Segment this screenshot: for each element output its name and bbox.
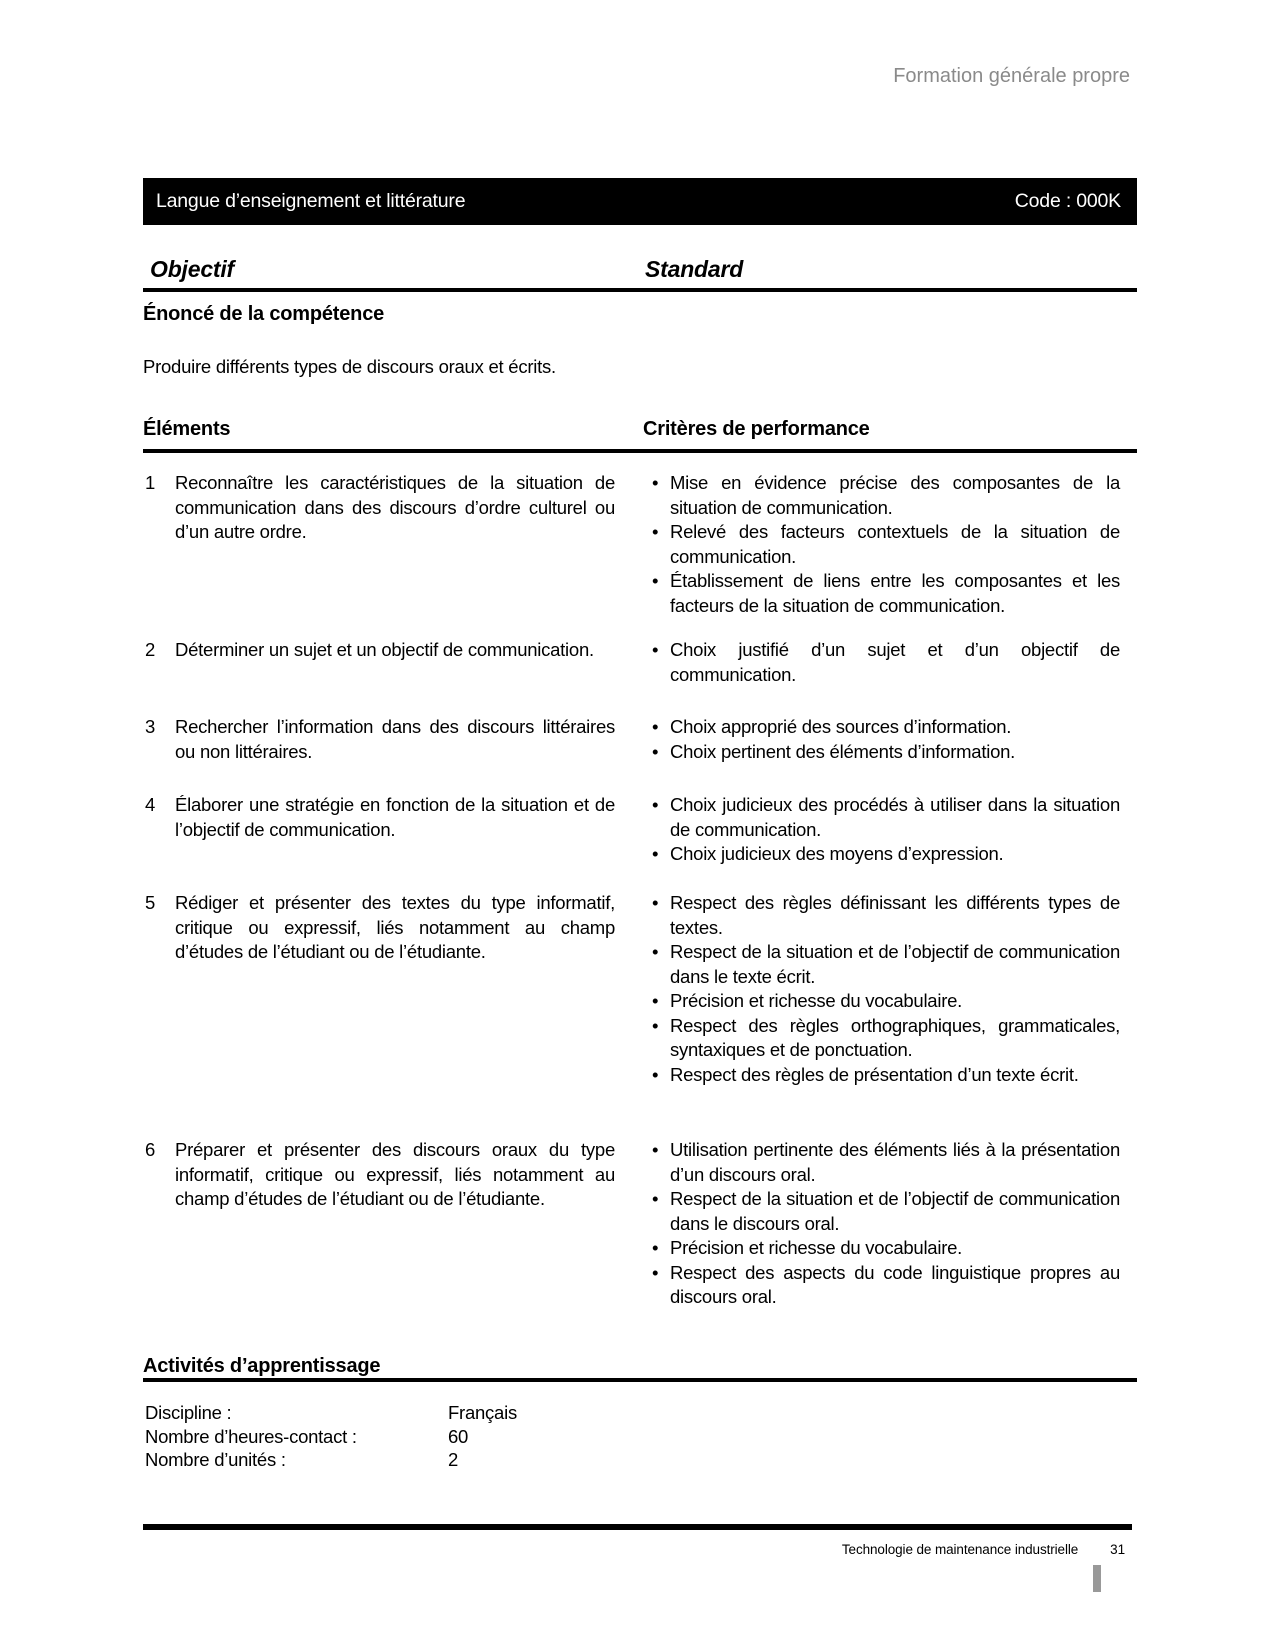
course-title: Langue d’enseignement et littérature	[156, 190, 466, 212]
criterion-item	[652, 1063, 1137, 1088]
competence-statement: Produire différents types de discours oraux et écrits.	[143, 356, 556, 377]
heading-rule	[143, 288, 1137, 292]
criterion-text: Choix judicieux des procédés à utiliser dans la situation de communication.	[670, 794, 1120, 840]
element-number: 5	[145, 892, 156, 913]
criterion-item	[652, 740, 1137, 765]
course-code: Code : 000K	[1014, 190, 1121, 212]
bullet-icon: •	[652, 1014, 659, 1036]
activities-rule	[143, 1378, 1137, 1382]
bullet-icon: •	[652, 639, 659, 660]
criterion-item	[652, 569, 1137, 618]
element-number: 1	[145, 472, 156, 493]
bullet-icon: •	[652, 521, 659, 542]
criterion-text: Précision et richesse du vocabulaire.	[670, 990, 963, 1011]
bullet-icon: •	[652, 1063, 659, 1085]
criteria-list	[652, 1138, 1137, 1310]
element-number: 4	[145, 794, 156, 815]
criterion-text: Choix approprié des sources d’information.	[670, 716, 1012, 737]
footer-program-name: Technologie de maintenance industrielle	[841, 1542, 1079, 1557]
bullet-icon: •	[652, 892, 659, 913]
objectif-heading: Objectif	[150, 256, 235, 282]
criterion-item	[652, 1187, 1137, 1236]
criterion-text: Respect des aspects du code linguistique propres au discours oral.	[670, 1261, 1120, 1307]
table-row	[145, 471, 1137, 618]
bullet-icon: •	[652, 1237, 659, 1258]
activities-field	[145, 1448, 517, 1472]
standard-heading: Standard	[645, 256, 744, 282]
running-header: Formation générale propre	[893, 65, 1130, 87]
criteria-header: Critères de performance	[643, 418, 870, 440]
criterion-text: Établissement de liens entre les composantes et les facteurs de la situation de communication.	[670, 570, 1120, 616]
table-row	[145, 638, 1137, 687]
element-text: Élaborer une stratégie en fonction de la situation et de l’objectif de communication.	[175, 794, 615, 840]
criterion-text: Relevé des facteurs contextuels de la situation de communication.	[670, 521, 1120, 567]
footer-page-number: 31	[1110, 1542, 1125, 1557]
element-text: Déterminer un sujet et un objectif de communication.	[175, 639, 594, 660]
field-label: Discipline :	[145, 1402, 232, 1423]
competence-heading: Énoncé de la compétence	[143, 303, 385, 325]
criterion-item	[652, 715, 1137, 740]
criterion-item	[652, 940, 1137, 989]
element-number: 2	[145, 639, 156, 660]
criteria-list	[652, 638, 1137, 687]
element-text: Rédiger et présenter des textes du type informatif, critique ou expressif, liés notamment au champ d’études de l’étudiant ou de l’étudiante.	[175, 892, 615, 962]
field-value: 2	[448, 1449, 459, 1470]
criterion-text: Utilisation pertinente des éléments liés à la présentation d’un discours oral.	[670, 1139, 1120, 1185]
criterion-text: Choix justifié d’un sujet et d’un objectif de communication.	[670, 639, 1120, 685]
field-value: 60	[448, 1425, 469, 1447]
criteria-list	[652, 891, 1137, 1087]
criteria-list	[652, 793, 1137, 867]
criterion-item	[652, 1014, 1137, 1063]
activities-fields	[145, 1401, 517, 1472]
table-row	[145, 715, 1137, 764]
footer	[842, 1542, 1125, 1557]
field-label: Nombre d’heures-contact :	[145, 1425, 357, 1447]
table-row	[145, 793, 1137, 867]
element-number: 6	[145, 1139, 156, 1160]
criterion-item	[652, 1138, 1137, 1187]
element-text: Reconnaître les caractéristiques de la situation de communication dans des discours d’ordre culturel ou d’un autre ordre.	[175, 472, 615, 542]
criteria-list	[652, 715, 1137, 764]
bullet-icon: •	[652, 990, 659, 1011]
activities-heading: Activités d’apprentissage	[143, 1355, 381, 1377]
activities-field	[145, 1401, 517, 1425]
criterion-item	[652, 1261, 1137, 1310]
criteria-list	[652, 471, 1137, 618]
bullet-icon: •	[652, 472, 659, 493]
criterion-item	[652, 793, 1137, 842]
criterion-item	[652, 891, 1137, 940]
elements-header: Éléments	[143, 418, 231, 440]
activities-field	[145, 1425, 517, 1449]
bullet-icon: •	[652, 1188, 659, 1209]
field-value: Français	[448, 1402, 517, 1423]
element-number: 3	[145, 716, 156, 737]
criterion-text: Respect des règles de présentation d’un texte écrit.	[670, 1063, 1079, 1085]
bullet-icon: •	[652, 1139, 659, 1160]
page-edge-marker	[1093, 1565, 1101, 1592]
criterion-item	[652, 989, 1137, 1014]
criterion-text: Respect de la situation et de l’objectif de communication dans le texte écrit.	[670, 941, 1120, 987]
element-text: Préparer et présenter des discours oraux du type informatif, critique ou expressif, liés notamment au champ d’études de l’étudiant ou de l’étudiante.	[175, 1139, 615, 1209]
field-label: Nombre d’unités :	[145, 1449, 286, 1470]
bullet-icon: •	[652, 740, 659, 762]
criterion-item	[652, 471, 1137, 520]
criterion-text: Respect de la situation et de l’objectif de communication dans le discours oral.	[670, 1188, 1120, 1234]
criterion-text: Choix judicieux des moyens d’expression.	[670, 843, 1004, 864]
table-row	[145, 891, 1137, 1087]
bullet-icon: •	[652, 843, 659, 864]
criterion-item	[652, 638, 1137, 687]
element-text: Rechercher l’information dans des discours littéraires ou non littéraires.	[175, 716, 615, 762]
criterion-text: Choix pertinent des éléments d’information.	[670, 740, 1016, 762]
criterion-item	[652, 842, 1137, 867]
footer-rule	[143, 1524, 1132, 1530]
bullet-icon: •	[652, 941, 659, 962]
criterion-item	[652, 1236, 1137, 1261]
criterion-text: Respect des règles orthographiques, grammaticales, syntaxiques et de ponctuation.	[670, 1014, 1120, 1060]
bullet-icon: •	[652, 794, 659, 815]
criterion-text: Précision et richesse du vocabulaire.	[670, 1237, 963, 1258]
criterion-item	[652, 520, 1137, 569]
table-row	[145, 1138, 1137, 1310]
table-header-rule	[143, 449, 1137, 453]
criterion-text: Mise en évidence précise des composantes de la situation de communication.	[670, 472, 1120, 518]
bullet-icon: •	[652, 716, 659, 737]
bullet-icon: •	[652, 1261, 659, 1283]
bullet-icon: •	[652, 570, 659, 591]
criterion-text: Respect des règles définissant les différents types de textes.	[670, 892, 1120, 938]
course-title-bar	[143, 178, 1137, 225]
